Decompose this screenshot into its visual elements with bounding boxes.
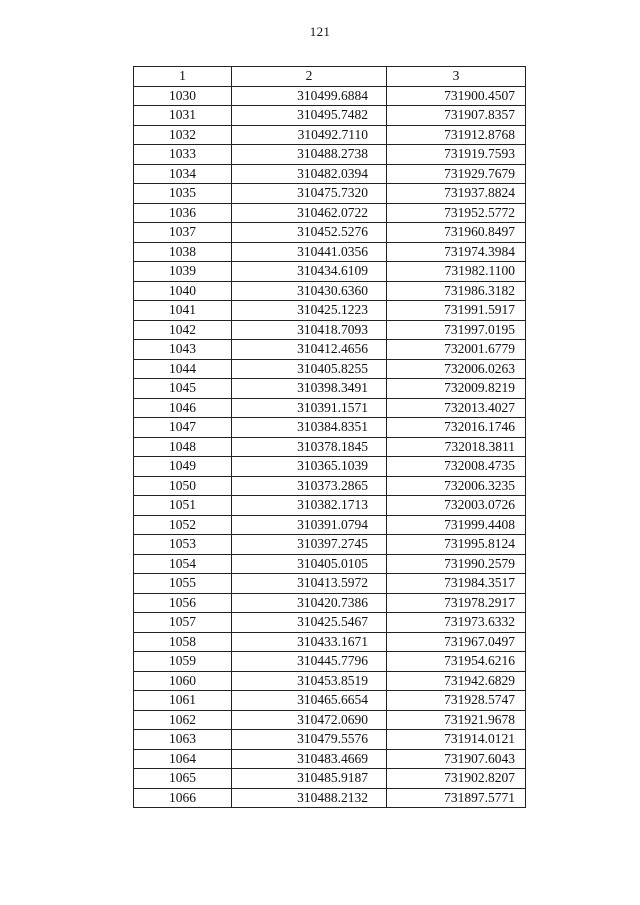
x-coordinate-cell: 310499.6884	[232, 86, 387, 106]
table-row	[134, 320, 526, 340]
point-number-cell: 1061	[134, 691, 232, 711]
x-coordinate-cell: 310475.7320	[232, 184, 387, 204]
x-coordinate-cell: 310479.5576	[232, 730, 387, 750]
table-row	[134, 788, 526, 808]
table-row	[134, 730, 526, 750]
y-coordinate-cell: 732009.8219	[387, 379, 526, 399]
table-row	[134, 379, 526, 399]
point-number-cell: 1058	[134, 632, 232, 652]
y-coordinate-cell: 732006.3235	[387, 476, 526, 496]
x-coordinate-cell: 310391.1571	[232, 398, 387, 418]
y-coordinate-cell: 731986.3182	[387, 281, 526, 301]
point-number-cell: 1040	[134, 281, 232, 301]
table-row	[134, 398, 526, 418]
table-row	[134, 691, 526, 711]
y-coordinate-cell: 731937.8824	[387, 184, 526, 204]
point-number-cell: 1035	[134, 184, 232, 204]
y-coordinate-cell: 731978.2917	[387, 593, 526, 613]
table-row	[134, 340, 526, 360]
point-number-cell: 1060	[134, 671, 232, 691]
y-coordinate-cell: 732016.1746	[387, 418, 526, 438]
point-number-cell: 1045	[134, 379, 232, 399]
point-number-cell: 1030	[134, 86, 232, 106]
point-number-cell: 1053	[134, 535, 232, 555]
y-coordinate-cell: 731995.8124	[387, 535, 526, 555]
table-row	[134, 476, 526, 496]
point-number-cell: 1065	[134, 769, 232, 789]
x-coordinate-cell: 310398.3491	[232, 379, 387, 399]
x-coordinate-cell: 310378.1845	[232, 437, 387, 457]
x-coordinate-cell: 310482.0394	[232, 164, 387, 184]
point-number-cell: 1046	[134, 398, 232, 418]
y-coordinate-cell: 732003.0726	[387, 496, 526, 516]
x-coordinate-cell: 310433.1671	[232, 632, 387, 652]
point-number-cell: 1056	[134, 593, 232, 613]
x-coordinate-cell: 310495.7482	[232, 106, 387, 126]
point-number-cell: 1039	[134, 262, 232, 282]
point-number-cell: 1041	[134, 301, 232, 321]
x-coordinate-cell: 310472.0690	[232, 710, 387, 730]
x-coordinate-cell: 310445.7796	[232, 652, 387, 672]
table-row	[134, 515, 526, 535]
table-row	[134, 769, 526, 789]
table-row	[134, 437, 526, 457]
point-number-cell: 1044	[134, 359, 232, 379]
y-coordinate-cell: 731999.4408	[387, 515, 526, 535]
table-row	[134, 262, 526, 282]
x-coordinate-cell: 310413.5972	[232, 574, 387, 594]
table-row	[134, 301, 526, 321]
column-header-y: 3	[387, 67, 526, 87]
point-number-cell: 1054	[134, 554, 232, 574]
x-coordinate-cell: 310425.5467	[232, 613, 387, 633]
x-coordinate-cell: 310492.7110	[232, 125, 387, 145]
point-number-cell: 1038	[134, 242, 232, 262]
table-row	[134, 496, 526, 516]
table-row	[134, 671, 526, 691]
table-row	[134, 554, 526, 574]
point-number-cell: 1048	[134, 437, 232, 457]
coordinates-table	[133, 66, 526, 808]
y-coordinate-cell: 731942.6829	[387, 671, 526, 691]
y-coordinate-cell: 732006.0263	[387, 359, 526, 379]
table-row	[134, 86, 526, 106]
page-number: 121	[309, 24, 331, 39]
y-coordinate-cell: 731973.6332	[387, 613, 526, 633]
y-coordinate-cell: 731900.4507	[387, 86, 526, 106]
table-row	[134, 145, 526, 165]
y-coordinate-cell: 731982.1100	[387, 262, 526, 282]
y-coordinate-cell: 731929.7679	[387, 164, 526, 184]
y-coordinate-cell: 731960.8497	[387, 223, 526, 243]
point-number-cell: 1049	[134, 457, 232, 477]
table-row	[134, 164, 526, 184]
column-header-x: 2	[232, 67, 387, 87]
y-coordinate-cell: 732008.4735	[387, 457, 526, 477]
x-coordinate-cell: 310365.1039	[232, 457, 387, 477]
y-coordinate-cell: 731967.0497	[387, 632, 526, 652]
x-coordinate-cell: 310382.1713	[232, 496, 387, 516]
x-coordinate-cell: 310452.5276	[232, 223, 387, 243]
table-body	[134, 86, 526, 808]
x-coordinate-cell: 310420.7386	[232, 593, 387, 613]
point-number-cell: 1042	[134, 320, 232, 340]
table-row	[134, 535, 526, 555]
y-coordinate-cell: 731907.8357	[387, 106, 526, 126]
y-coordinate-cell: 732018.3811	[387, 437, 526, 457]
x-coordinate-cell: 310462.0722	[232, 203, 387, 223]
y-coordinate-cell: 732001.6779	[387, 340, 526, 360]
table-row	[134, 418, 526, 438]
y-coordinate-cell: 731954.6216	[387, 652, 526, 672]
table-row	[134, 593, 526, 613]
x-coordinate-cell: 310391.0794	[232, 515, 387, 535]
point-number-cell: 1062	[134, 710, 232, 730]
y-coordinate-cell: 731907.6043	[387, 749, 526, 769]
x-coordinate-cell: 310405.0105	[232, 554, 387, 574]
x-coordinate-cell: 310488.2132	[232, 788, 387, 808]
table-row	[134, 632, 526, 652]
x-coordinate-cell: 310441.0356	[232, 242, 387, 262]
x-coordinate-cell: 310412.4656	[232, 340, 387, 360]
table-row	[134, 184, 526, 204]
point-number-cell: 1050	[134, 476, 232, 496]
y-coordinate-cell: 731928.5747	[387, 691, 526, 711]
point-number-cell: 1057	[134, 613, 232, 633]
y-coordinate-cell: 731952.5772	[387, 203, 526, 223]
point-number-cell: 1064	[134, 749, 232, 769]
x-coordinate-cell: 310483.4669	[232, 749, 387, 769]
point-number-cell: 1032	[134, 125, 232, 145]
x-coordinate-cell: 310434.6109	[232, 262, 387, 282]
x-coordinate-cell: 310418.7093	[232, 320, 387, 340]
x-coordinate-cell: 310453.8519	[232, 671, 387, 691]
y-coordinate-cell: 731921.9678	[387, 710, 526, 730]
point-number-cell: 1063	[134, 730, 232, 750]
x-coordinate-cell: 310485.9187	[232, 769, 387, 789]
point-number-cell: 1047	[134, 418, 232, 438]
y-coordinate-cell: 731991.5917	[387, 301, 526, 321]
x-coordinate-cell: 310425.1223	[232, 301, 387, 321]
y-coordinate-cell: 732013.4027	[387, 398, 526, 418]
point-number-cell: 1052	[134, 515, 232, 535]
table-row	[134, 710, 526, 730]
point-number-cell: 1036	[134, 203, 232, 223]
y-coordinate-cell: 731974.3984	[387, 242, 526, 262]
y-coordinate-cell: 731984.3517	[387, 574, 526, 594]
x-coordinate-cell: 310430.6360	[232, 281, 387, 301]
point-number-cell: 1034	[134, 164, 232, 184]
point-number-cell: 1066	[134, 788, 232, 808]
y-coordinate-cell: 731914.0121	[387, 730, 526, 750]
table-row	[134, 125, 526, 145]
table-row	[134, 203, 526, 223]
x-coordinate-cell: 310488.2738	[232, 145, 387, 165]
table-row	[134, 242, 526, 262]
point-number-cell: 1043	[134, 340, 232, 360]
table-row	[134, 574, 526, 594]
table-row	[134, 652, 526, 672]
point-number-cell: 1037	[134, 223, 232, 243]
table-row	[134, 749, 526, 769]
y-coordinate-cell: 731997.0195	[387, 320, 526, 340]
table-row	[134, 457, 526, 477]
point-number-cell: 1059	[134, 652, 232, 672]
x-coordinate-cell: 310405.8255	[232, 359, 387, 379]
y-coordinate-cell: 731990.2579	[387, 554, 526, 574]
x-coordinate-cell: 310465.6654	[232, 691, 387, 711]
point-number-cell: 1055	[134, 574, 232, 594]
x-coordinate-cell: 310384.8351	[232, 418, 387, 438]
table-header-row	[134, 67, 526, 87]
y-coordinate-cell: 731919.7593	[387, 145, 526, 165]
point-number-cell: 1033	[134, 145, 232, 165]
table-row	[134, 223, 526, 243]
table-row	[134, 359, 526, 379]
column-header-point-number: 1	[134, 67, 232, 87]
x-coordinate-cell: 310397.2745	[232, 535, 387, 555]
table-row	[134, 613, 526, 633]
y-coordinate-cell: 731902.8207	[387, 769, 526, 789]
y-coordinate-cell: 731912.8768	[387, 125, 526, 145]
x-coordinate-cell: 310373.2865	[232, 476, 387, 496]
y-coordinate-cell: 731897.5771	[387, 788, 526, 808]
table-row	[134, 106, 526, 126]
point-number-cell: 1051	[134, 496, 232, 516]
table-row	[134, 281, 526, 301]
point-number-cell: 1031	[134, 106, 232, 126]
